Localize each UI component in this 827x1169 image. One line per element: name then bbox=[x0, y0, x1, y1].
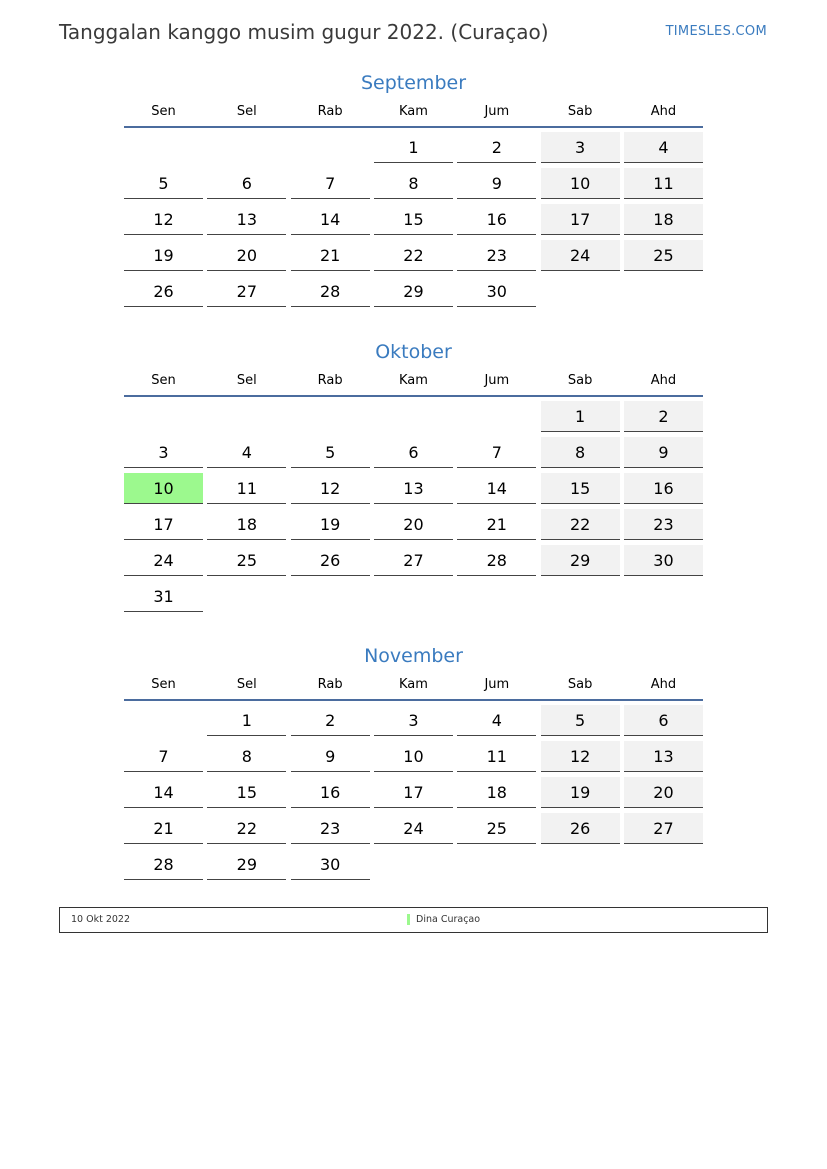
day-cell: 9 bbox=[457, 168, 536, 199]
empty-day-cell bbox=[457, 401, 536, 432]
week-row bbox=[124, 168, 703, 204]
day-cell: 17 bbox=[124, 509, 203, 540]
empty-day-cell bbox=[207, 132, 286, 163]
day-cell: 18 bbox=[207, 509, 286, 540]
day-cell: 29 bbox=[541, 545, 620, 576]
day-cell: 20 bbox=[374, 509, 453, 540]
day-cell: 21 bbox=[291, 240, 370, 271]
day-cell: 15 bbox=[541, 473, 620, 504]
day-cell: 7 bbox=[457, 437, 536, 468]
day-cell: 3 bbox=[374, 705, 453, 736]
weekday-label: Sab bbox=[567, 104, 593, 119]
month-oktober bbox=[124, 339, 703, 617]
day-cell: 5 bbox=[124, 168, 203, 199]
weekday-header-row bbox=[124, 104, 703, 128]
day-cell: 26 bbox=[124, 276, 203, 307]
holiday-legend bbox=[59, 907, 768, 933]
day-cell: 19 bbox=[124, 240, 203, 271]
day-cell: 11 bbox=[624, 168, 703, 199]
day-cell: 7 bbox=[291, 168, 370, 199]
empty-day-cell bbox=[624, 276, 703, 307]
empty-day-cell bbox=[291, 132, 370, 163]
day-cell: 12 bbox=[124, 204, 203, 235]
day-cell: 17 bbox=[374, 777, 453, 808]
empty-day-cell bbox=[374, 849, 453, 880]
day-cell: 1 bbox=[374, 132, 453, 163]
day-cell: 16 bbox=[291, 777, 370, 808]
day-cell: 14 bbox=[291, 204, 370, 235]
weekday-label: Jum bbox=[484, 373, 510, 388]
day-cell: 31 bbox=[124, 581, 203, 612]
day-cell: 27 bbox=[374, 545, 453, 576]
day-cell: 18 bbox=[624, 204, 703, 235]
weekday-label: Rab bbox=[317, 677, 343, 692]
week-grid bbox=[124, 401, 703, 617]
empty-day-cell bbox=[457, 581, 536, 612]
empty-day-cell bbox=[124, 705, 203, 736]
legend-date: 10 Okt 2022 bbox=[71, 914, 131, 925]
day-cell: 23 bbox=[457, 240, 536, 271]
day-cell: 24 bbox=[374, 813, 453, 844]
day-cell: 28 bbox=[291, 276, 370, 307]
day-cell: 30 bbox=[624, 545, 703, 576]
month-name: September bbox=[360, 72, 467, 94]
week-row bbox=[124, 849, 703, 885]
day-cell: 12 bbox=[541, 741, 620, 772]
day-cell: 4 bbox=[207, 437, 286, 468]
day-cell: 21 bbox=[124, 813, 203, 844]
day-cell: 28 bbox=[124, 849, 203, 880]
day-cell: 29 bbox=[374, 276, 453, 307]
week-row bbox=[124, 813, 703, 849]
month-name: Oktober bbox=[375, 341, 452, 363]
weekday-label: Sen bbox=[151, 104, 176, 119]
month-november bbox=[124, 643, 703, 885]
day-cell: 20 bbox=[207, 240, 286, 271]
day-cell: 5 bbox=[541, 705, 620, 736]
day-cell: 26 bbox=[541, 813, 620, 844]
day-cell: 1 bbox=[207, 705, 286, 736]
week-row bbox=[124, 437, 703, 473]
day-cell: 8 bbox=[541, 437, 620, 468]
day-cell: 13 bbox=[624, 741, 703, 772]
day-cell: 3 bbox=[124, 437, 203, 468]
brand-link[interactable]: TIMESLES.COM bbox=[665, 24, 767, 39]
day-cell: 9 bbox=[291, 741, 370, 772]
weekday-header-row bbox=[124, 373, 703, 397]
empty-day-cell bbox=[207, 401, 286, 432]
day-cell: 21 bbox=[457, 509, 536, 540]
day-cell: 11 bbox=[457, 741, 536, 772]
day-cell: 18 bbox=[457, 777, 536, 808]
day-cell: 19 bbox=[541, 777, 620, 808]
day-cell: 4 bbox=[457, 705, 536, 736]
week-grid bbox=[124, 132, 703, 312]
day-cell: 26 bbox=[291, 545, 370, 576]
day-cell: 8 bbox=[207, 741, 286, 772]
day-cell: 2 bbox=[291, 705, 370, 736]
day-cell: 16 bbox=[624, 473, 703, 504]
day-cell: 24 bbox=[541, 240, 620, 271]
day-cell: 15 bbox=[374, 204, 453, 235]
legend-holiday-name: Dina Curaçao bbox=[416, 914, 481, 925]
day-cell: 22 bbox=[541, 509, 620, 540]
day-cell: 5 bbox=[291, 437, 370, 468]
weekday-label: Jum bbox=[484, 104, 510, 119]
weekday-label: Jum bbox=[484, 677, 510, 692]
empty-day-cell bbox=[457, 849, 536, 880]
week-row bbox=[124, 581, 703, 617]
weekday-header-row bbox=[124, 677, 703, 701]
day-cell: 25 bbox=[207, 545, 286, 576]
empty-day-cell bbox=[291, 401, 370, 432]
day-cell: 2 bbox=[457, 132, 536, 163]
week-grid bbox=[124, 705, 703, 885]
day-cell: 2 bbox=[624, 401, 703, 432]
holiday-color-swatch bbox=[407, 914, 410, 925]
day-cell: 28 bbox=[457, 545, 536, 576]
weekday-label: Sen bbox=[151, 373, 176, 388]
day-cell: 14 bbox=[124, 777, 203, 808]
empty-day-cell bbox=[124, 132, 203, 163]
day-cell: 22 bbox=[374, 240, 453, 271]
empty-day-cell bbox=[124, 401, 203, 432]
day-cell: 17 bbox=[541, 204, 620, 235]
empty-day-cell bbox=[541, 581, 620, 612]
weekday-label: Ahd bbox=[650, 373, 677, 388]
weekday-label: Sen bbox=[151, 677, 176, 692]
day-cell: 10 bbox=[541, 168, 620, 199]
day-cell: 6 bbox=[624, 705, 703, 736]
legend-holiday bbox=[407, 914, 480, 925]
day-cell: 16 bbox=[457, 204, 536, 235]
day-cell: 9 bbox=[624, 437, 703, 468]
day-cell: 13 bbox=[207, 204, 286, 235]
week-row bbox=[124, 777, 703, 813]
week-row bbox=[124, 240, 703, 276]
weekday-label: Rab bbox=[317, 104, 343, 119]
day-cell: 10 bbox=[374, 741, 453, 772]
empty-day-cell bbox=[207, 581, 286, 612]
week-row bbox=[124, 705, 703, 741]
day-cell: 8 bbox=[374, 168, 453, 199]
week-row bbox=[124, 132, 703, 168]
day-cell: 30 bbox=[291, 849, 370, 880]
empty-day-cell bbox=[374, 581, 453, 612]
day-cell: 27 bbox=[207, 276, 286, 307]
day-cell: 12 bbox=[291, 473, 370, 504]
week-row bbox=[124, 545, 703, 581]
day-cell: 20 bbox=[624, 777, 703, 808]
week-row bbox=[124, 204, 703, 240]
day-cell: 29 bbox=[207, 849, 286, 880]
weekday-label: Rab bbox=[317, 373, 343, 388]
day-cell: 25 bbox=[624, 240, 703, 271]
day-cell: 1 bbox=[541, 401, 620, 432]
day-cell: 25 bbox=[457, 813, 536, 844]
day-cell: 15 bbox=[207, 777, 286, 808]
day-cell: 23 bbox=[291, 813, 370, 844]
weekday-label: Sel bbox=[236, 104, 257, 119]
empty-day-cell bbox=[624, 581, 703, 612]
weekday-label: Sab bbox=[567, 373, 593, 388]
day-cell: 24 bbox=[124, 545, 203, 576]
day-cell: 22 bbox=[207, 813, 286, 844]
day-cell: 3 bbox=[541, 132, 620, 163]
day-cell: 14 bbox=[457, 473, 536, 504]
week-row bbox=[124, 401, 703, 437]
week-row bbox=[124, 741, 703, 777]
empty-day-cell bbox=[624, 849, 703, 880]
week-row bbox=[124, 473, 703, 509]
day-cell: 19 bbox=[291, 509, 370, 540]
empty-day-cell bbox=[374, 401, 453, 432]
weekday-label: Kam bbox=[399, 677, 428, 692]
day-cell: 11 bbox=[207, 473, 286, 504]
weekday-label: Sab bbox=[567, 677, 593, 692]
empty-day-cell bbox=[541, 276, 620, 307]
weekday-label: Ahd bbox=[650, 104, 677, 119]
week-row bbox=[124, 276, 703, 312]
day-cell: 4 bbox=[624, 132, 703, 163]
month-september bbox=[124, 70, 703, 312]
page-title: Tanggalan kanggo musim gugur 2022. (Curaçao) bbox=[59, 20, 549, 44]
day-cell: 30 bbox=[457, 276, 536, 307]
day-cell: 6 bbox=[374, 437, 453, 468]
weekday-label: Sel bbox=[236, 677, 257, 692]
empty-day-cell bbox=[541, 849, 620, 880]
holiday-day-cell: 10 bbox=[124, 473, 203, 504]
month-name: November bbox=[364, 645, 463, 667]
weekday-label: Sel bbox=[236, 373, 257, 388]
weekday-label: Ahd bbox=[650, 677, 677, 692]
day-cell: 13 bbox=[374, 473, 453, 504]
day-cell: 7 bbox=[124, 741, 203, 772]
day-cell: 27 bbox=[624, 813, 703, 844]
week-row bbox=[124, 509, 703, 545]
weekday-label: Kam bbox=[399, 373, 428, 388]
day-cell: 6 bbox=[207, 168, 286, 199]
empty-day-cell bbox=[291, 581, 370, 612]
day-cell: 23 bbox=[624, 509, 703, 540]
weekday-label: Kam bbox=[399, 104, 428, 119]
